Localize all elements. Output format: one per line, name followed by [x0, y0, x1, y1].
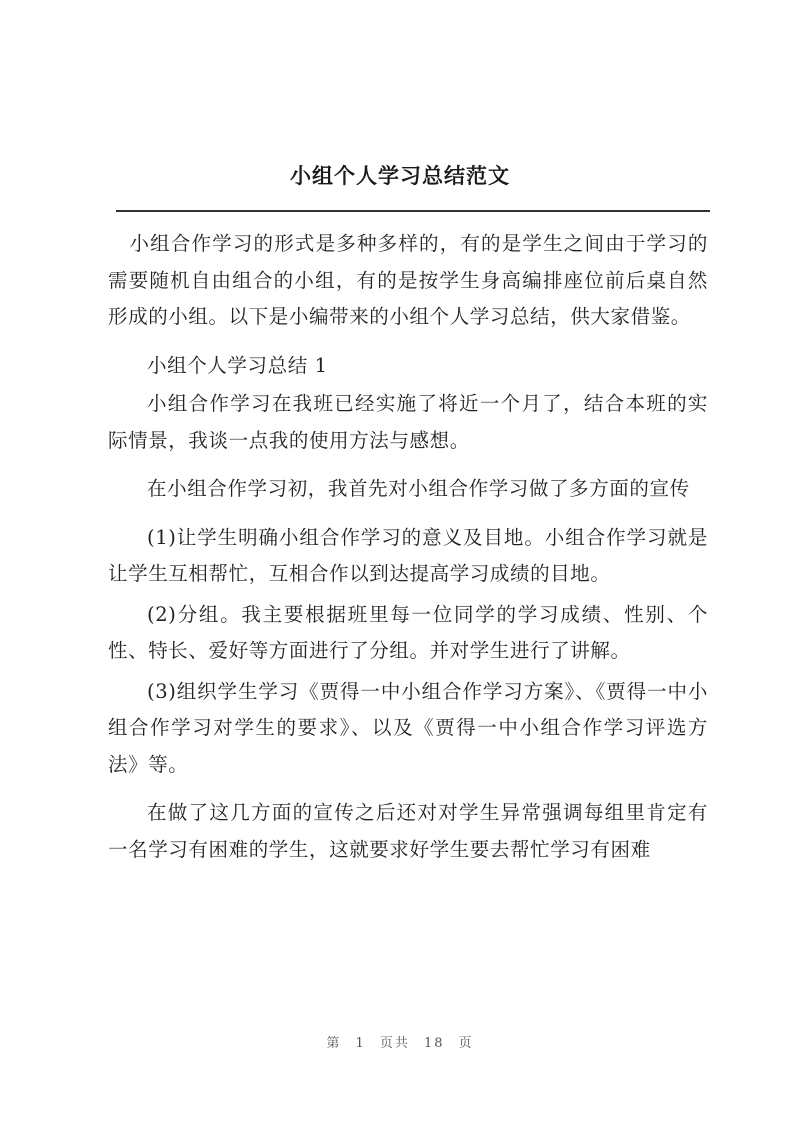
list-item-paragraph: (2)分组。我主要根据班里每一位同学的学习成绩、性别、个性、特长、爱好等方面进行了分组。并对学生进行了讲解。: [108, 602, 708, 662]
page-number-footer: 第 1 页共 18 页: [326, 1036, 474, 1051]
body-paragraph: 在小组合作学习初，我首先对小组合作学习做了多方面的宣传: [147, 477, 690, 500]
section-heading: 小组个人学习总结 1: [147, 353, 328, 377]
body-paragraph: 小组合作学习在我班已经实施了将近一个月了，结合本班的实际情景，我谈一点我的使用方法与感想。: [108, 392, 708, 452]
document-title: 小组个人学习总结范文: [290, 163, 510, 188]
list-item-paragraph: (1)让学生明确小组合作学习的意义及目地。小组合作学习就是让学生互相帮忙，互相合作以到达提高学习成绩的目地。: [108, 525, 708, 585]
list-item-paragraph: (3)组织学生学习《贾得一中小组合作学习方案》、《贾得一中小组合作学习对学生的要求》、以及《贾得一中小组合作学习评选方法》等。: [108, 679, 708, 776]
title-divider: [116, 210, 710, 212]
document-body: [108, 226, 708, 880]
intro-paragraph: 小组合作学习的形式是多种多样的，有的是学生之间由于学习的需要随机自由组合的小组，有的是按学生身高编排座位前后桌自然形成的小组。以下是小编带来的小组个人学习总结，供大家借鉴。: [108, 232, 708, 328]
body-paragraph: 在做了这几方面的宣传之后还对对学生异常强调每组里肯定有一名学习有困难的学生，这就要求好学生要去帮忙学习有困难: [108, 801, 708, 861]
